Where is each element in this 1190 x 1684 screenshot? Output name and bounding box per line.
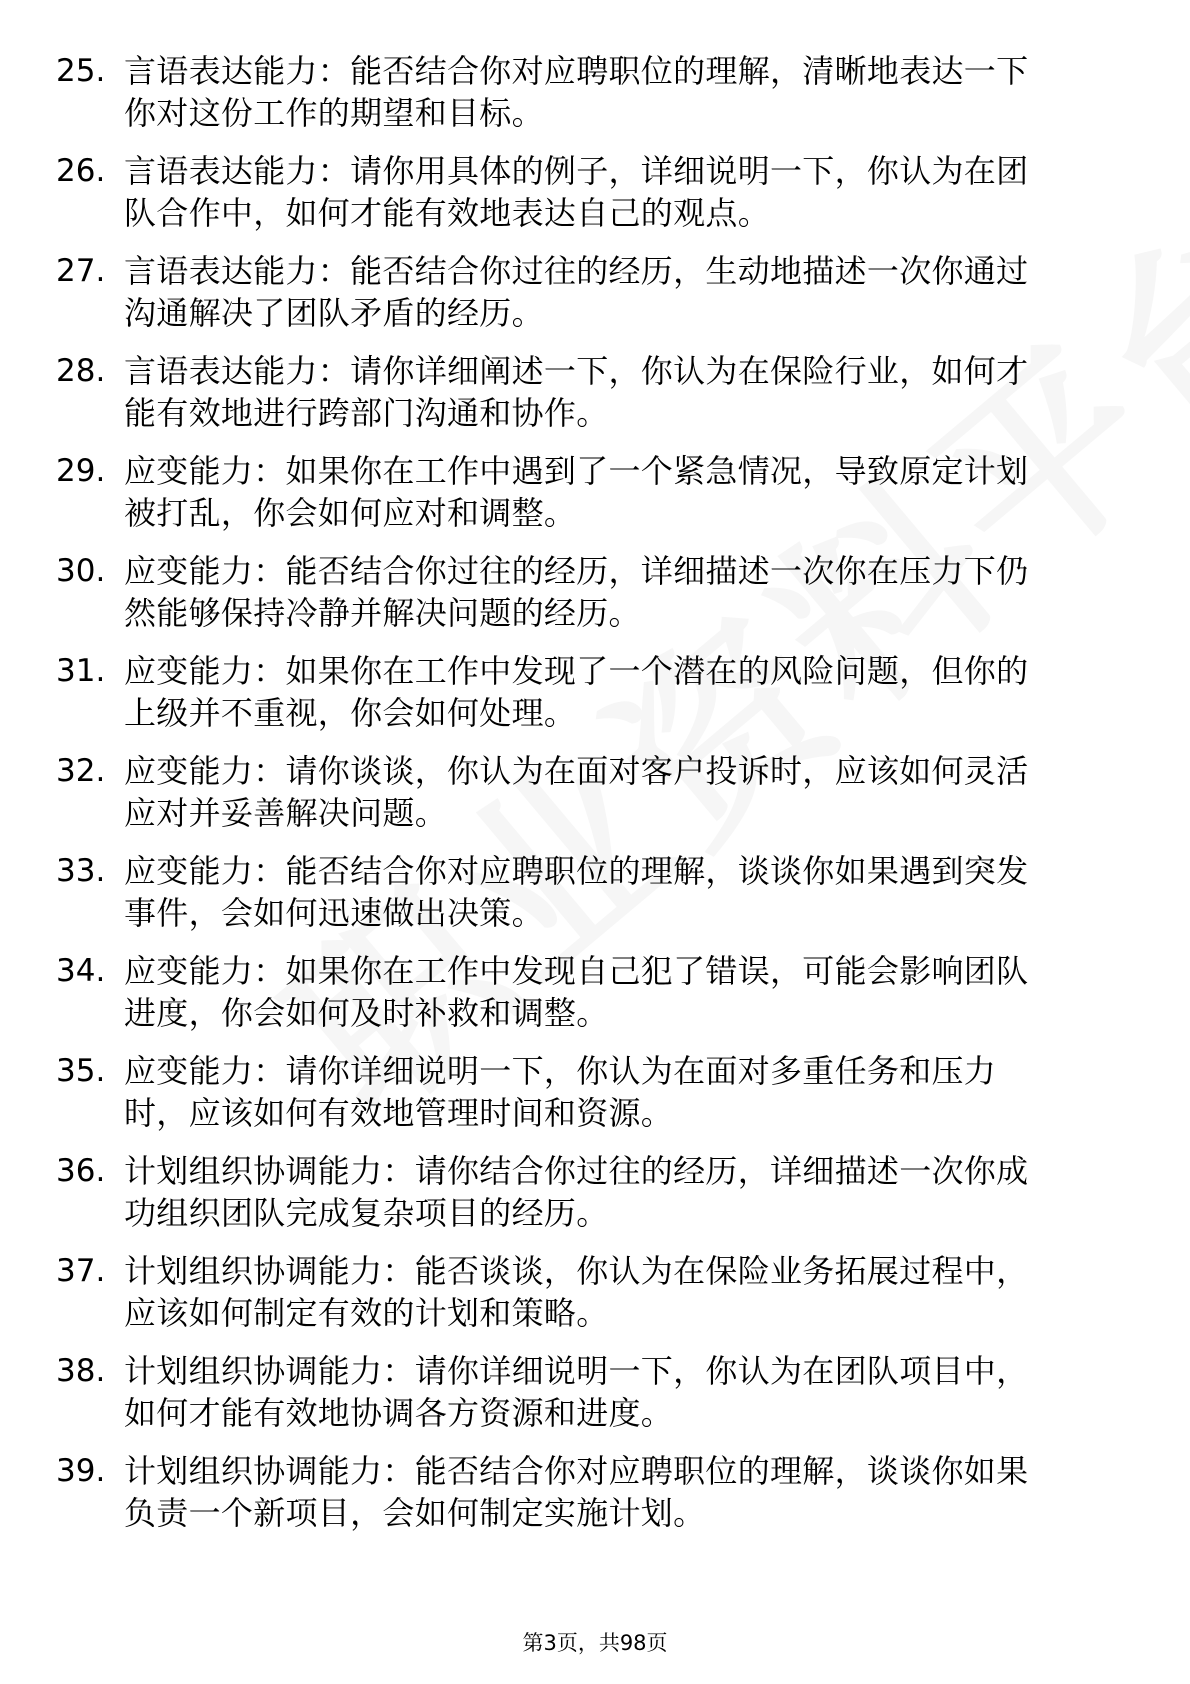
question-text: 言语表达能力：请你详细阐述一下，你认为在保险行业，如何才能有效地进行跨部门沟通和协作。 [124, 352, 1029, 432]
question-item [56, 150, 1136, 234]
question-text: 计划组织协调能力：请你结合你过往的经历，详细描述一次你成功组织团队完成复杂项目的经历。 [124, 1152, 1029, 1232]
question-text: 计划组织协调能力：请你详细说明一下，你认为在团队项目中，如何才能有效地协调各方资源和进度。 [124, 1352, 1029, 1432]
question-text: 言语表达能力：请你用具体的例子，详细说明一下，你认为在团队合作中，如何才能有效地表达自己的观点。 [124, 152, 1029, 232]
question-item [56, 750, 1136, 834]
question-text: 计划组织协调能力：能否谈谈，你认为在保险业务拓展过程中，应该如何制定有效的计划和策略。 [124, 1252, 1029, 1332]
question-number: 29. [56, 453, 106, 489]
question-item [56, 50, 1136, 134]
question-item [56, 450, 1136, 534]
question-text: 应变能力：能否结合你过往的经历，详细描述一次你在压力下仍然能够保持冷静并解决问题的经历。 [124, 552, 1029, 632]
question-item [56, 850, 1136, 934]
question-number: 32. [56, 753, 106, 789]
question-number: 34. [56, 953, 106, 989]
question-number: 26. [56, 153, 106, 189]
page-number-label: 第3页，共98页 [522, 1631, 668, 1655]
question-number: 31. [56, 653, 106, 689]
question-number: 28. [56, 353, 106, 389]
question-text: 应变能力：请你详细说明一下，你认为在面对多重任务和压力时，应该如何有效地管理时间和资源。 [124, 1052, 997, 1132]
question-number: 38. [56, 1353, 106, 1389]
question-number: 37. [56, 1253, 106, 1289]
question-number: 25. [56, 53, 106, 89]
question-item [56, 250, 1136, 334]
question-number: 27. [56, 253, 106, 289]
question-item [56, 1350, 1136, 1434]
question-list [56, 50, 1136, 1550]
question-text: 应变能力：如果你在工作中发现自己犯了错误，可能会影响团队进度，你会如何及时补救和调整。 [124, 952, 1029, 1032]
page-footer [0, 1630, 1190, 1656]
question-text: 言语表达能力：能否结合你对应聘职位的理解，清晰地表达一下你对这份工作的期望和目标。 [124, 52, 1029, 132]
question-text: 应变能力：如果你在工作中遇到了一个紧急情况，导致原定计划被打乱，你会如何应对和调整。 [124, 452, 1029, 532]
question-number: 36. [56, 1153, 106, 1189]
question-item [56, 1450, 1136, 1534]
question-item [56, 650, 1136, 734]
question-number: 33. [56, 853, 106, 889]
question-text: 应变能力：如果你在工作中发现了一个潜在的风险问题，但你的上级并不重视，你会如何处理。 [124, 652, 1029, 732]
question-text: 应变能力：能否结合你对应聘职位的理解，谈谈你如果遇到突发事件，会如何迅速做出决策。 [124, 852, 1029, 932]
question-item [56, 950, 1136, 1034]
question-item [56, 1150, 1136, 1234]
question-item [56, 350, 1136, 434]
question-text: 计划组织协调能力：能否结合你对应聘职位的理解，谈谈你如果负责一个新项目，会如何制定实施计划。 [124, 1452, 1029, 1532]
question-text: 言语表达能力：能否结合你过往的经历，生动地描述一次你通过沟通解决了团队矛盾的经历。 [124, 252, 1029, 332]
question-item [56, 1050, 1136, 1134]
question-text: 应变能力：请你谈谈，你认为在面对客户投诉时，应该如何灵活应对并妥善解决问题。 [124, 752, 1029, 832]
question-number: 35. [56, 1053, 106, 1089]
question-number: 30. [56, 553, 106, 589]
question-item [56, 550, 1136, 634]
question-number: 39. [56, 1453, 106, 1489]
question-item [56, 1250, 1136, 1334]
